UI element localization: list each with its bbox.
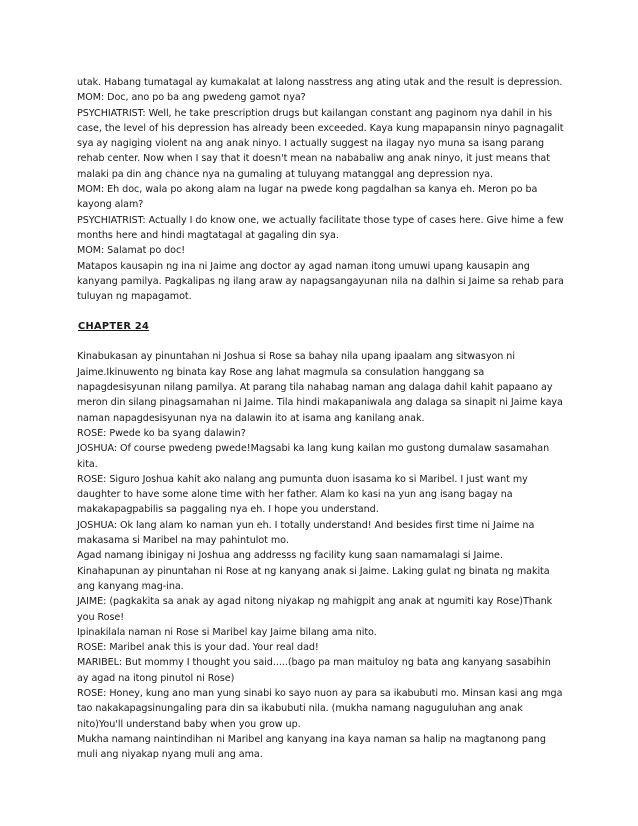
chapter-heading: CHAPTER 24 xyxy=(78,321,150,333)
paragraph: ROSE: Siguro Joshua kahit ako nalang ang pumunta duon isasama ko si Maribel. I just want my daughter to have some alone time with her father. Alam ko kasi na yun ang isang bagay na makakapagpabilis sa paggaling nya eh. I hope you understand. xyxy=(77,473,528,516)
paragraph: utak. Habang tumatagal ay kumakalat at lalong nasstress ang ating utak and the result is depression. xyxy=(77,77,563,88)
paragraph: PSYCHIATRIST: Well, he take prescription drugs but kailangan constant ang paginom nya dahil in his case, the level of his depression has already been exceeded. Kaya kung mapapansin ninyo pagnagalit sya ay nagiging violent na ang anak ninyo. I actually suggest na ilagay nyo muna sa isang parang rehab center. Now when I say that it doesn't mean na nababaliw ang anak ninyo, it just means that malaki pa din ang chance nya na gumaling at tuluyang matanggal ang depression nya. xyxy=(77,107,564,180)
section-after-chapter xyxy=(77,349,565,762)
paragraph: ROSE: Maribel anak this is your dad. Your real dad! xyxy=(77,642,319,654)
paragraph: Ipinakilala naman ni Rose si Maribel kay Jaime bilang ama nito. xyxy=(77,626,377,638)
document-body xyxy=(77,75,565,762)
paragraph: MOM: Eh doc, wala po akong alam na lugar na pwede kong pagdalhan sa kanya eh. Meron po ba kayong alam? xyxy=(77,184,538,211)
paragraph: JAIME: (pagkakita sa anak ay agad nitong niyakap ng mahigpit ang anak at ngumiti kay Rose)Thank you Rose! xyxy=(77,596,553,623)
paragraph: JOSHUA: Of course pwedeng pwede!Magsabi ka lang kung kailan mo gustong dumalaw sasamahan kita. xyxy=(77,443,550,470)
paragraph: Kinabukasan ay pinuntahan ni Joshua si Rose sa bahay nila upang ipaalam ang sitwasyon ni Jaime.Ikinuwento ng binata kay Rose ang lahat magmula sa consulation hanggang sa napagdesisyunan nilang pamilya. At parang tila nahabag naman ang dalaga dahil kahit papaano ay meron din silang pinagsamahan ni Jaime. Tila hindi makapaniwala ang dalaga sa sinapit ni Jaime kaya naman napagdesisyunan nya na dalawin ito at isama ang kanilang anak. xyxy=(77,351,563,424)
paragraph: ROSE: Honey, kung ano man yung sinabi ko sayo nuon ay para sa ikabubuti mo. Minsan kasi ang mga tao nakakapagsinungaling para din sa ikabubuti nila. (mukha namang naguguluhan ang anak nito)You'll understand baby when you grow up. xyxy=(77,687,563,730)
section-before-chapter xyxy=(77,75,565,304)
paragraph: MARIBEL: But mommy I thought you said.....(bago pa man maituloy ng bata ang kanyang sasabihin ay agad na itong pinutol ni Rose) xyxy=(77,657,551,684)
paragraph: Matapos kausapin ng ina ni Jaime ang doctor ay agad naman itong umuwi upang kausapin ang kanyang pamilya. Pagkalipas ng ilang araw ay napagsangayunan nila na dalhin si Jaime sa rehab para tuluyan ng mapagamot. xyxy=(77,260,564,303)
paragraph: MOM: Salamat po doc! xyxy=(77,245,186,257)
paragraph: ROSE: Pwede ko ba syang dalawin? xyxy=(77,427,246,439)
paragraph: Agad namang ibinigay ni Joshua ang addresss ng facility kung saan namamalagi si Jaime. Kinahapunan ay pinuntahan ni Rose at ng kanyang anak si Jaime. Laking gulat ng binata ng makita ang kanyang mag-ina. xyxy=(77,550,550,592)
paragraph: Mukha namang naintindihan ni Maribel ang kanyang ina kaya naman sa halip na magtanong pang muli ang niyakap nyang muli ang ama. xyxy=(77,733,546,761)
paragraph: MOM: Doc, ano po ba ang pwedeng gamot nya? xyxy=(77,92,306,104)
paragraph: PSYCHIATRIST: Actually I do know one, we actually facilitate those type of cases here. Give hime a few months here and hindi magtatagal at gagaling din sya. xyxy=(77,214,564,241)
paragraph: JOSHUA: Ok lang alam ko naman yun eh. I totally understand! And besides first time ni Jaime na makasama si Maribel na may pahintulot mo. xyxy=(77,519,535,547)
